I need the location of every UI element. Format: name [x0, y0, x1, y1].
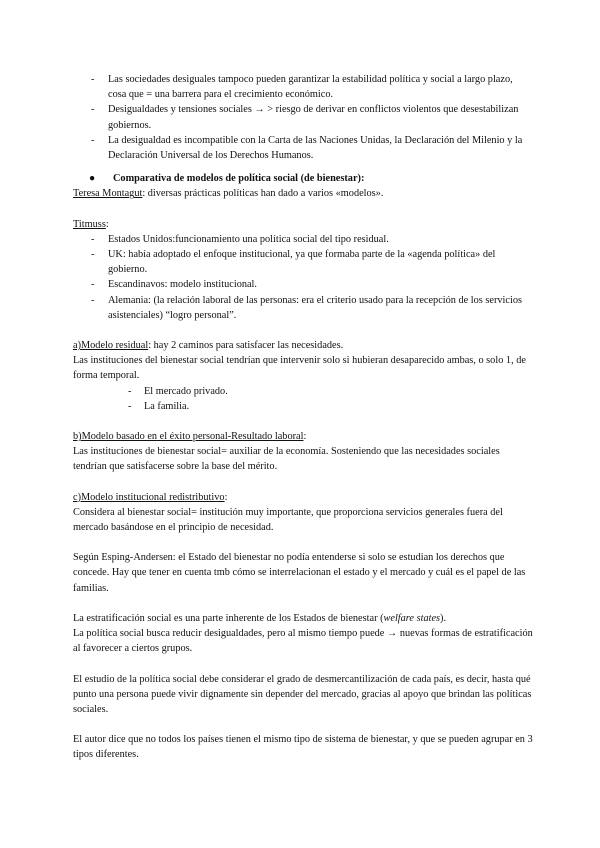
autor-paragraph: El autor dice que no todos los países tienen el mismo tipo de sistema de bienestar, y que se pueden agrupar en 3 tipos diferentes.	[73, 734, 533, 761]
modelo-c-title: c)Modelo institucional redistributivo:	[73, 491, 228, 503]
model-title: a)Modelo residual	[73, 340, 149, 352]
modelo-b-title: b)Modelo basado en el éxito personal-Resultado laboral:	[73, 431, 307, 443]
italic-term: welfare states	[383, 612, 441, 624]
author-name: Titmuss	[73, 218, 106, 230]
model-title: c)Modelo institucional redistributivo	[73, 491, 225, 503]
list-item	[73, 72, 533, 102]
dash-marker: -	[91, 74, 95, 85]
montagut-text: : diversas prácticas políticas han dado a varios «modelos».	[142, 188, 384, 200]
list-item-text: Escandinavos: modelo institucional.	[108, 279, 257, 291]
list-item-text: Desigualdades y tensiones sociales → > riesgo de derivar en conflictos violentos que desestabilizan gobiernos.	[108, 104, 519, 131]
dash-marker: -	[128, 400, 132, 412]
dash-marker: -	[91, 279, 95, 291]
list-item-text: UK: había adoptado el enfoque institucional, ya que formaba parte de la «agenda política» del gobierno.	[108, 249, 496, 276]
list-item	[73, 399, 533, 414]
list-item	[73, 247, 533, 277]
list-item-text: Las sociedades desiguales tampoco pueden garantizar la estabilidad política y social a largo plazo, cosa que = una barrera para el crecimiento económico.	[108, 74, 513, 101]
dash-marker: -	[91, 104, 95, 116]
model-title: b)Modelo basado en el éxito personal-Resultado laboral	[73, 431, 304, 443]
list-item-text: La familia.	[144, 400, 190, 412]
list-item-text: El mercado privado.	[144, 385, 228, 397]
list-item-text: Estados Unidos:funcionamiento una política social del tipo residual.	[108, 233, 389, 245]
list-item	[73, 277, 533, 292]
modelo-a-body: Las instituciones del bienestar social tendrían que intervenir solo si hubieran desaparecido ambas, o solo 1, de forma temporal.	[73, 355, 526, 382]
dash-marker: -	[91, 233, 95, 245]
dash-marker: -	[128, 385, 132, 397]
modelo-c-body: Considera al bienestar social= institución muy importante, que proporciona servicios generales fuera del mercado basándose en el principio de necesidad.	[73, 506, 503, 534]
list-item-text: Alemania: (la relación laboral de las personas: era el criterio usado para la recepción de los servicios asistenciales) “logro personal”.	[108, 294, 522, 321]
list-item	[73, 384, 533, 399]
document-page	[73, 72, 533, 763]
titmuss-label: Titmuss:	[73, 218, 109, 230]
section-heading-text: Comparativa de modelos de política social (de bienestar):	[113, 173, 365, 185]
dash-marker: -	[91, 134, 95, 146]
list-item	[73, 133, 533, 163]
list-item	[73, 102, 533, 132]
estratificacion-line: La estratificación social es una parte inherente de los Estados de bienestar (welfare states).	[73, 612, 447, 624]
list-item	[73, 293, 533, 323]
bullet-icon: ●	[89, 173, 96, 185]
desmercantilizacion-paragraph: El estudio de la política social debe considerar el grado de desmercantilización de cada país, es decir, hasta qué punto una persona puede vivir dignamente sin depender del mercado, gracias al apoyo que brindan las políticas sociales.	[73, 673, 532, 715]
modelo-a-title: a)Modelo residual: hay 2 caminos para satisfacer las necesidades.	[73, 340, 344, 352]
montagut-paragraph	[73, 186, 533, 201]
esping-paragraph: Según Esping-Andersen: el Estado del bienestar no podía entenderse si solo se estudian los derechos que concede. Hay que tener en cuenta tmb cómo se interrelacionan el estado y el mercado y cuál es el papel de las familias.	[73, 552, 526, 594]
modelo-b-body: Las instituciones de bienestar social= auxiliar de la economía. Sosteniendo que las necesidades sociales tendrían que satisfacerse sobre la base del mérito.	[73, 446, 500, 473]
list-item	[73, 232, 533, 247]
author-name: Teresa Montagut	[73, 188, 143, 200]
dash-marker: -	[91, 294, 95, 306]
estratificacion-paragraph: La política social busca reducir desigualdades, pero al mismo tiempo puede → nuevas formas de estratificación al favorecer a ciertos grupos.	[73, 628, 533, 655]
dash-marker: -	[91, 249, 95, 261]
section-heading	[73, 171, 533, 186]
list-item-text: La desigualdad es incompatible con la Carta de las Naciones Unidas, la Declaración del Milenio y la Declaración Universal de los Derechos Humanos.	[108, 134, 523, 162]
